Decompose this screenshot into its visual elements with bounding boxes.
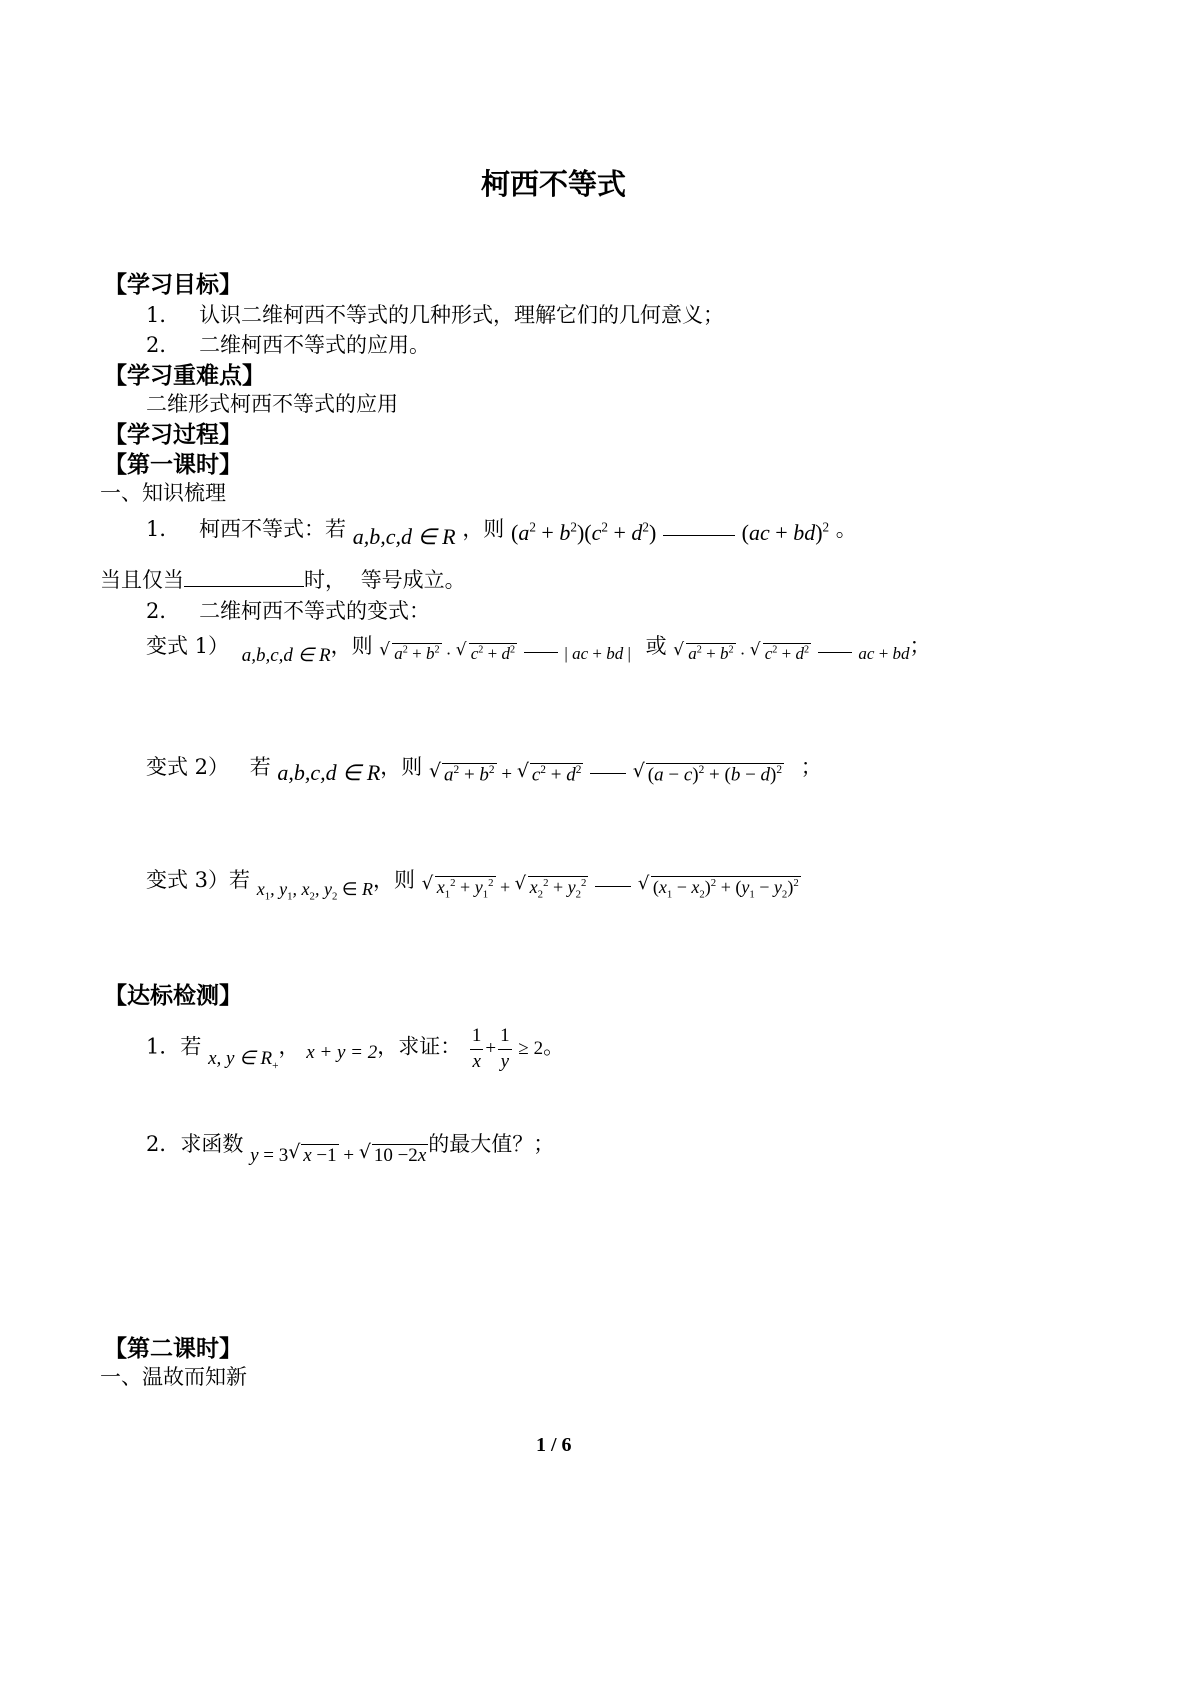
test-problem-1 [146, 1024, 564, 1074]
test-problem-2 [146, 1128, 555, 1166]
variant-3-label: 变式 3）若 [146, 868, 251, 892]
variant-1-left: √ $_{a^2 + b^2 \cdot √ c^2 + d^2}$ [379, 644, 517, 663]
goal-2-number: 2． [146, 333, 181, 357]
knowledge-heading: 一、知识梳理 [100, 481, 226, 505]
variant-1 [146, 630, 931, 666]
variant-2-lead: 若 [249, 755, 271, 779]
variant-3-left: √ $x_1^2 + y_1^2$ + √ $x_2^2 + y_2^2$ [422, 877, 589, 897]
item-2 [146, 595, 430, 625]
variant-2-left: √ $a^2 + b^2$ + √ $c^2 + d^2$ [429, 764, 583, 785]
test-1-sep: ， [278, 1034, 300, 1059]
goal-1-number: 1． [146, 303, 181, 327]
variant-2-condition: a,b,c,d ∈ R [277, 760, 381, 785]
variant-3-then: ，则 [373, 868, 416, 892]
equality-lead: 当且仅当 [100, 568, 184, 592]
section-lesson-2: 【第二课时】 [104, 1336, 242, 1362]
item-2-text: 二维柯西不等式的变式： [199, 599, 431, 623]
page-number: 1 / 6 [536, 1434, 572, 1456]
variant-2 [146, 751, 822, 785]
variant-1-then: ，则 [330, 634, 373, 658]
cauchy-left-side: $(a^2 + b^2)(c^2 + d^2)$ [511, 519, 657, 545]
variant-1-right-abs: | ac + bd | [564, 644, 631, 663]
goal-item-2 [146, 329, 430, 359]
variant-2-blank[interactable] [590, 772, 626, 774]
section-process: 【学习过程】 [104, 422, 242, 448]
test-2-end: 的最大值？； [428, 1132, 555, 1156]
test-2-function: y = 3√ x −1 + √ 10 −2x [250, 1145, 428, 1166]
variant-3 [146, 864, 801, 903]
goal-1-text: 认识二维柯西不等式的几种形式，理解它们的几何意义； [199, 303, 725, 327]
test-1-prove: ，求证： [377, 1034, 462, 1059]
test-1-condition: x, y ∈ $R_+$ [208, 1047, 279, 1072]
variant-1-label: 变式 1） [146, 634, 230, 658]
page-title: 柯西不等式 [481, 167, 627, 201]
equality-condition [100, 564, 466, 594]
test-1-condition-text: x, y ∈ R [208, 1047, 273, 1069]
item-2-number: 2． [146, 599, 181, 623]
test-1-number: 1．若 [146, 1034, 202, 1059]
review-heading: 一、温故而知新 [100, 1365, 247, 1389]
variant-1-end: ； [909, 634, 931, 658]
cauchy-inequality-statement [146, 513, 857, 549]
section-key-points: 【学习重难点】 [104, 363, 265, 389]
equality-blank[interactable] [184, 585, 304, 587]
item-1-number: 1． [146, 517, 181, 541]
variant-3-blank[interactable] [595, 885, 631, 887]
equality-mid: 时， [304, 568, 346, 592]
variant-1-condition: a,b,c,d ∈ R [241, 645, 331, 666]
key-point-text: 二维形式柯西不等式的应用 [146, 392, 398, 416]
variant-1-blank-b[interactable] [818, 651, 852, 653]
goal-2-text: 二维柯西不等式的应用。 [199, 333, 431, 357]
variant-1-blank-a[interactable] [524, 651, 558, 653]
cauchy-right-side: (ac + bd)$^2$ [741, 519, 830, 545]
variant-2-label: 变式 2） [146, 755, 230, 779]
variant-1-left-b: √ $_{a^2 + b^2 \cdot √ c^2 + d^2}$ [673, 644, 811, 663]
section-test: 【达标检测】 [104, 983, 242, 1009]
variant-2-then: ，则 [380, 755, 423, 779]
section-lesson-1: 【第一课时】 [104, 452, 242, 478]
item-1-condition: a,b,c,d ∈ R [352, 524, 456, 549]
variant-2-end: ； [800, 755, 822, 779]
section-goals: 【学习目标】 [104, 272, 242, 298]
variant-1-right: ac + bd [858, 644, 910, 663]
item-1-lead: 柯西不等式：若 [199, 517, 347, 541]
test-1-equation: x + y = 2 [306, 1041, 378, 1063]
item-1-blank[interactable] [663, 534, 735, 536]
test-1-inequality: $\frac{1}{x}$ + $\frac{1}{y}$ ≥ 2 [471, 1025, 544, 1072]
variant-1-or: 或 [645, 634, 667, 658]
equality-end: 等号成立。 [360, 568, 466, 592]
test-2-lead: 2．求函数 [146, 1132, 244, 1156]
variant-3-condition: $x_1$, $y_1$, $x_2$, $y_2$ ∈ R [256, 879, 374, 903]
test-1-end: 。 [543, 1034, 565, 1059]
variant-2-right: √ $(a - c)^2 + (b - d)^2$ [633, 764, 784, 785]
item-1-end: 。 [835, 517, 857, 541]
item-1-then: ，则 [462, 517, 505, 541]
variant-3-right: √ $(x_1 - x_2)^2 + (y_1 - y_2)^2$ [638, 877, 801, 897]
goal-item-1 [146, 299, 724, 329]
